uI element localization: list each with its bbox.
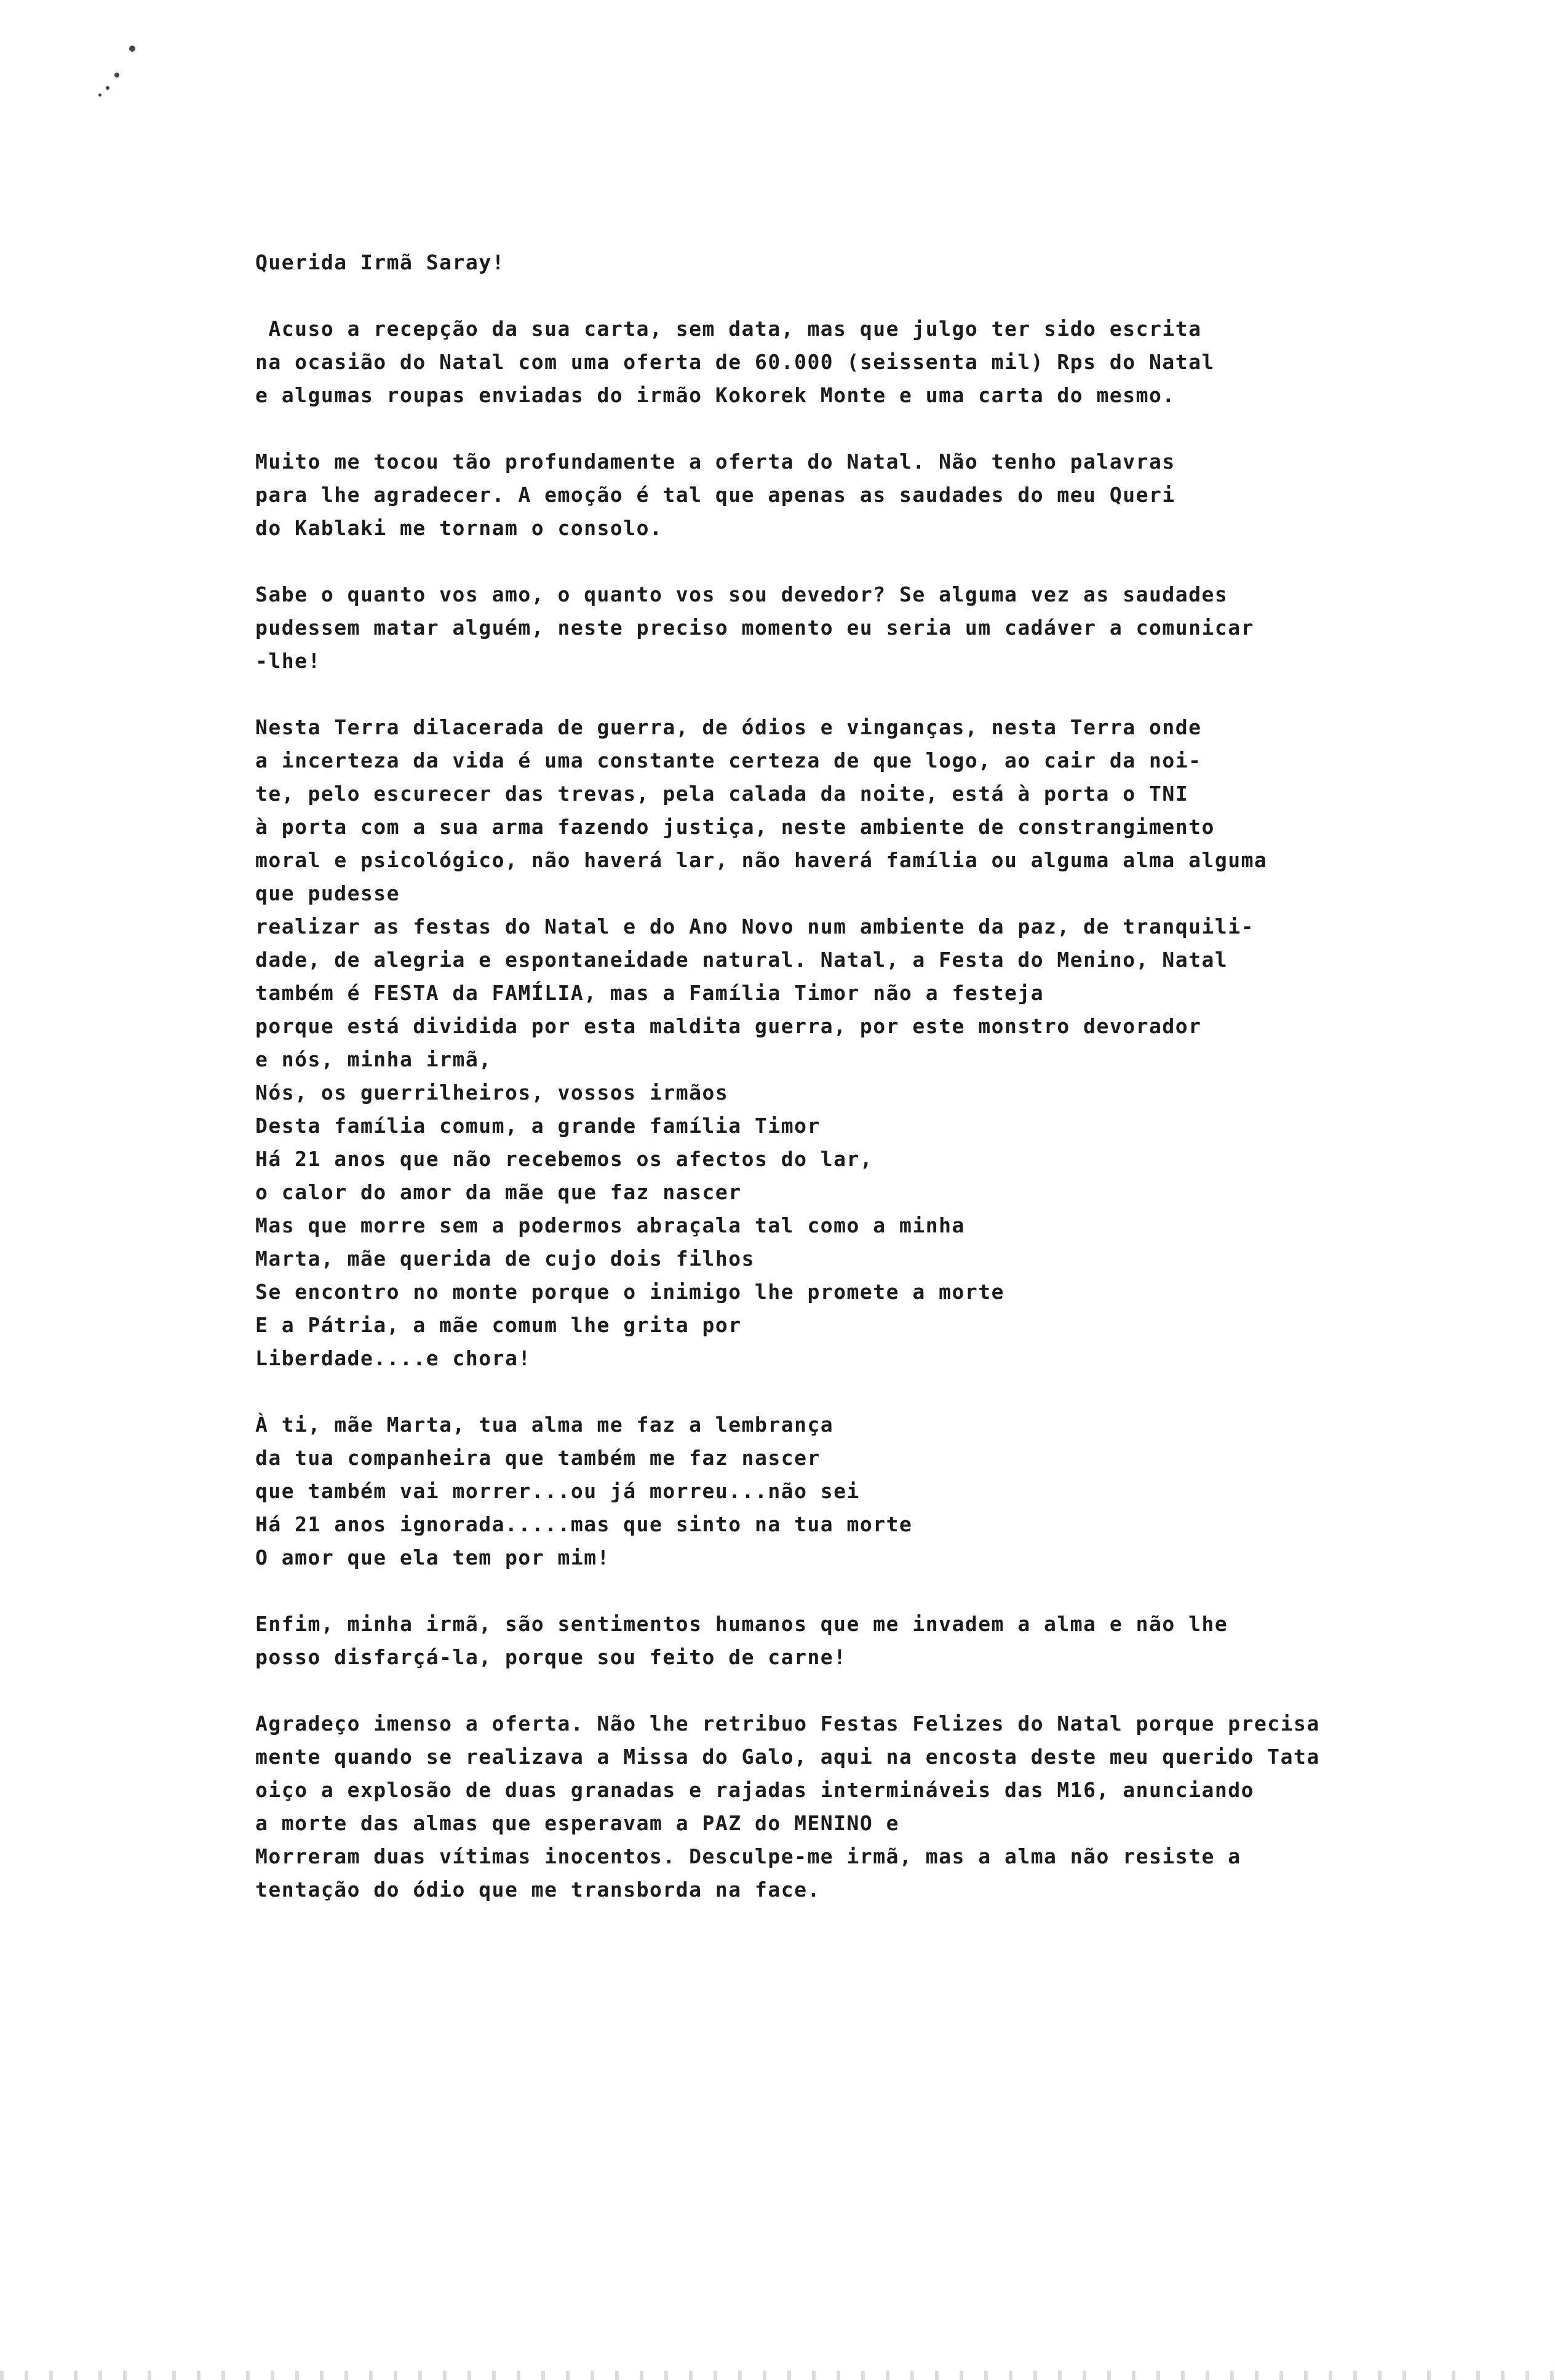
text-line: Acuso a recepção da sua carta, sem data, mas que julgo ter sido escrita [255,317,1202,341]
text-line: pudessem matar alguém, neste preciso momento eu seria um cadáver a comunicar [255,616,1254,640]
text-line: do Kablaki me tornam o consolo. [255,516,663,540]
text-line: o calor do amor da mãe que faz nascer [255,1180,742,1204]
letter-body [255,246,1473,1906]
text-line: Morreram duas vítimas inocentos. Desculpe-me irmã, mas a alma não resiste a [255,1844,1241,1868]
paragraph-2 [255,445,1473,545]
text-line: Se encontro no monte porque o inimigo lhe promete a morte [255,1280,1004,1304]
text-line: também é FESTA da FAMÍLIA, mas a Família Timor não a festeja [255,981,1044,1005]
text-line: Desta família comum, a grande família Timor [255,1114,821,1138]
text-line: Sabe o quanto vos amo, o quanto vos sou devedor? Se alguma vez as saudades [255,582,1228,606]
text-line: Liberdade....e chora! [255,1346,531,1370]
text-line: Mas que morre sem a podermos abraçala tal como a minha [255,1213,965,1237]
text-line: que pudesse [255,881,400,905]
text-line: Marta, mãe querida de cujo dois filhos [255,1247,755,1271]
text-line: para lhe agradecer. A emoção é tal que apenas as saudades do meu Queri [255,483,1175,507]
paragraph-7 [255,1707,1473,1906]
text-line: Nesta Terra dilacerada de guerra, de ódios e vinganças, nesta Terra onde [255,715,1202,739]
text-line: Há 21 anos que não recebemos os afectos do lar, [255,1147,873,1171]
text-line: e algumas roupas enviadas do irmão Kokorek Monte e uma carta do mesmo. [255,383,1175,407]
text-line: oiço a explosão de duas granadas e rajadas intermináveis das M16, anunciando [255,1778,1254,1802]
text-line: moral e psicológico, não haverá lar, não haverá família ou alguma alma alguma [255,848,1268,872]
ink-speck [98,93,101,97]
text-line: que também vai morrer...ou já morreu...não sei [255,1479,860,1503]
text-line: Muito me tocou tão profundamente a oferta do Natal. Não tenho palavras [255,450,1175,474]
text-line: À ti, mãe Marta, tua alma me faz a lembrança [255,1413,834,1437]
scan-bottom-edge [0,2371,1555,2380]
text-line: à porta com a sua arma fazendo justiça, neste ambiente de constrangimento [255,815,1215,839]
paragraph-6 [255,1608,1473,1674]
text-line: porque está dividida por esta maldita guerra, por este monstro devorador [255,1014,1202,1038]
text-line: Há 21 anos ignorada.....mas que sinto na tua morte [255,1512,913,1536]
text-line: mente quando se realizava a Missa do Galo, aqui na encosta deste meu querido Tata [255,1745,1320,1769]
text-line: te, pelo escurecer das trevas, pela calada da noite, está à porta o TNI [255,782,1189,806]
text-line: a incerteza da vida é uma constante certeza de que logo, ao cair da noi- [255,748,1202,772]
ink-speck [106,86,109,90]
text-line: e nós, minha irmã, [255,1047,492,1071]
text-line: O amor que ela tem por mim! [255,1545,610,1569]
paragraph-1 [255,312,1473,412]
text-line: dade, de alegria e espontaneidade natural. Natal, a Festa do Menino, Natal [255,948,1228,972]
ink-speck [114,73,119,77]
text-line: a morte das almas que esperavam a PAZ do MENINO e [255,1811,900,1835]
greeting: Querida Irmã Saray! [255,250,505,274]
paragraph-5 [255,1408,1473,1574]
paragraph-3 [255,578,1473,678]
text-line: posso disfarçá-la, porque sou feito de carne! [255,1645,847,1669]
text-line: na ocasião do Natal com uma oferta de 60.000 (seissenta mil) Rps do Natal [255,350,1215,374]
text-line: da tua companheira que também me faz nascer [255,1446,821,1470]
text-line: -lhe! [255,649,321,673]
paragraph-4 [255,711,1473,1375]
text-line: realizar as festas do Natal e do Ano Novo num ambiente da paz, de tranquili- [255,914,1254,938]
text-line: tentação do ódio que me transborda na face. [255,1878,821,1902]
text-line: E a Pátria, a mãe comum lhe grita por [255,1313,742,1337]
text-line: Nós, os guerrilheiros, vossos irmãos [255,1081,729,1105]
ink-speck [129,46,135,52]
text-line: Enfim, minha irmã, são sentimentos humanos que me invadem a alma e não lhe [255,1612,1228,1636]
text-line: Agradeço imenso a oferta. Não lhe retribuo Festas Felizes do Natal porque precisa [255,1712,1320,1735]
